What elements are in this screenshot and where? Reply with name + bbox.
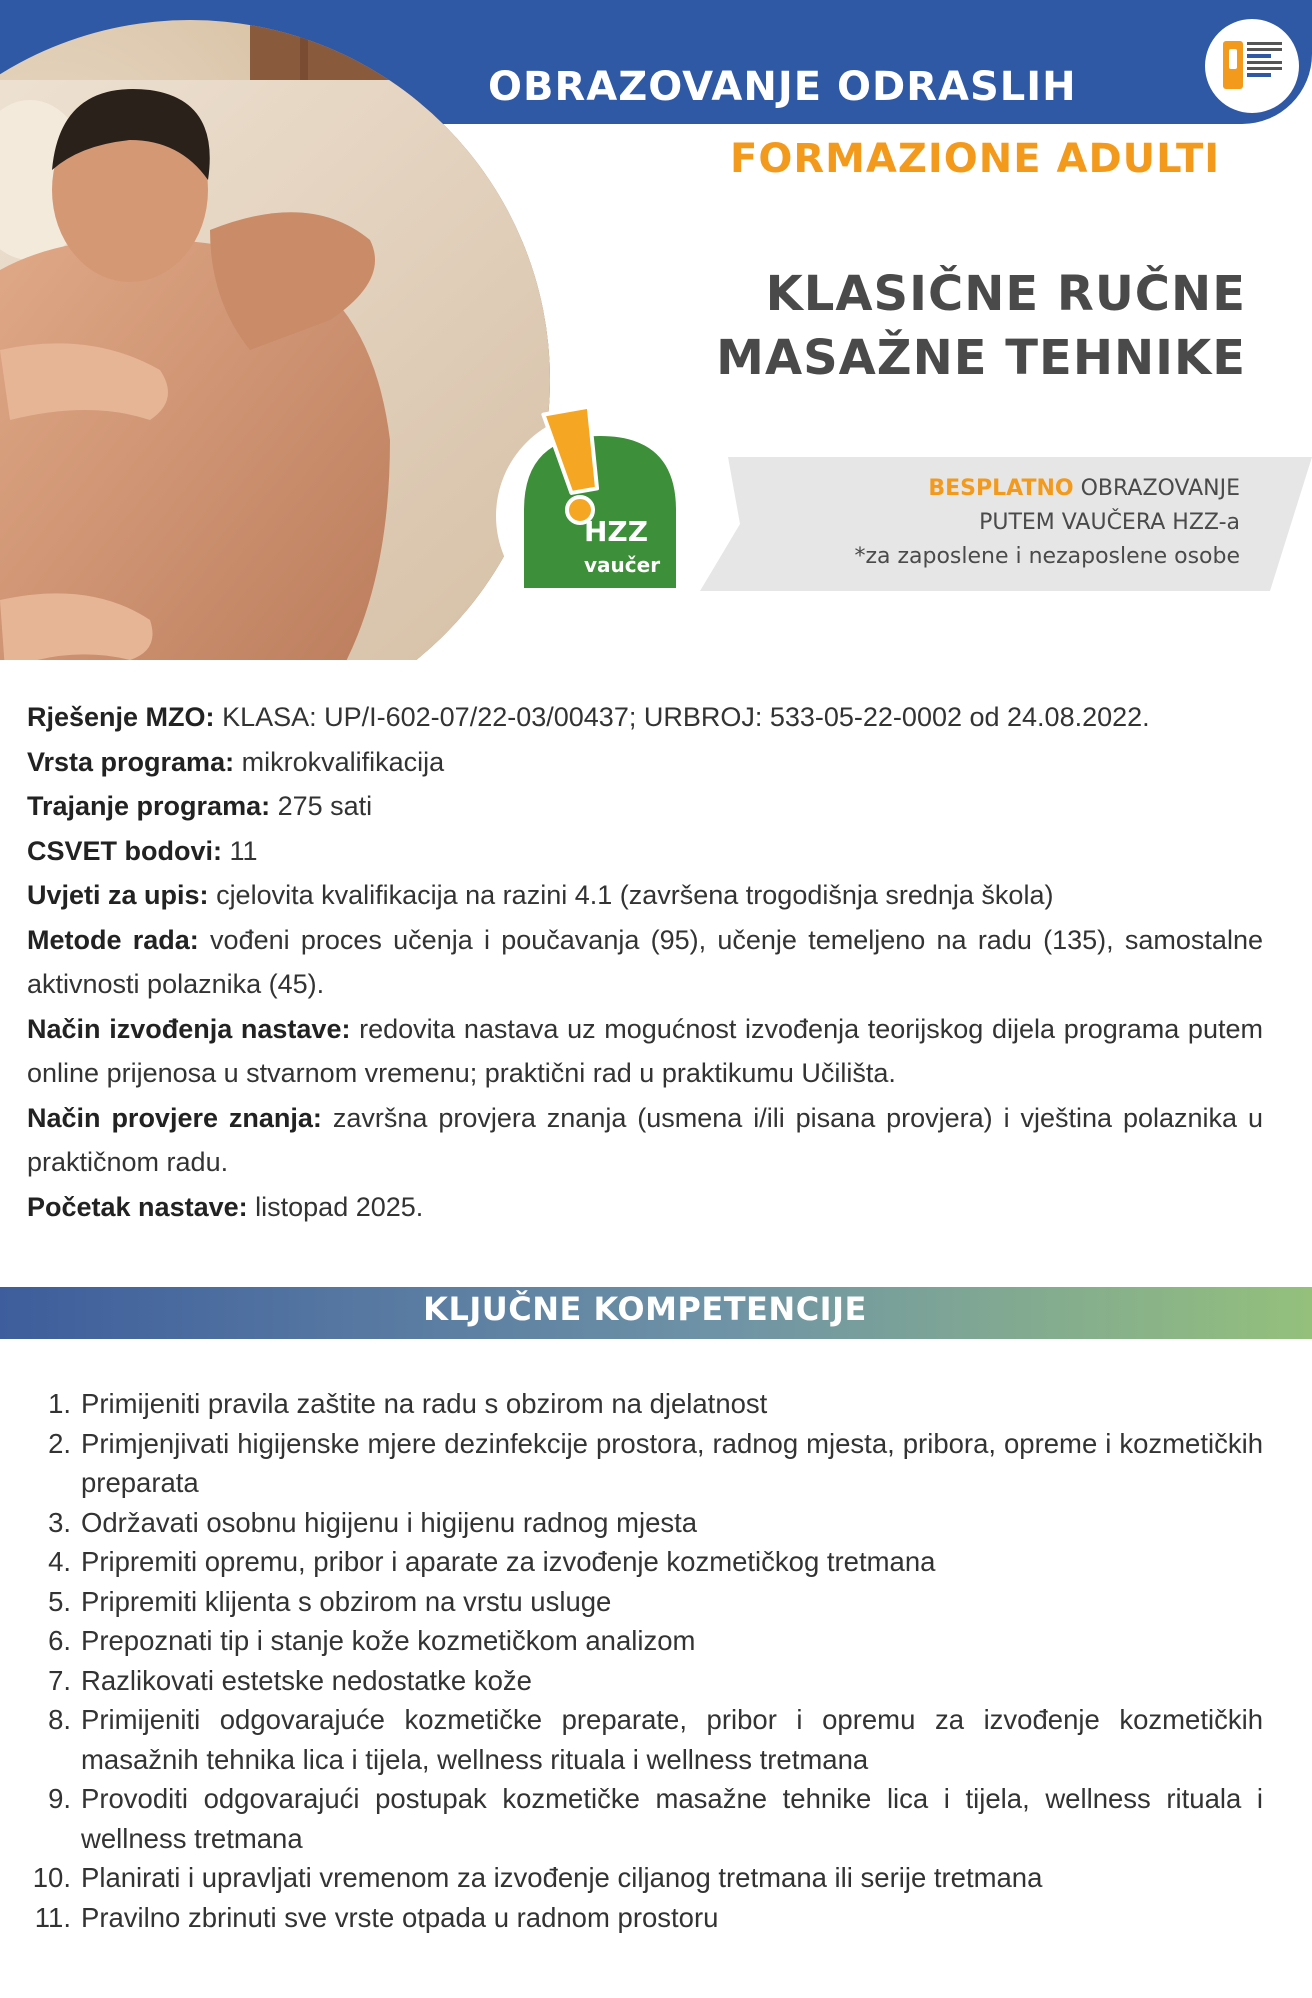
- competency-number: 7.: [48, 1664, 71, 1696]
- competency-item: [27, 1661, 1263, 1701]
- voucher-line2: PUTEM VAUČERA HZZ-a: [979, 510, 1240, 535]
- competency-text: Razlikovati estetske nedostatke kože: [81, 1664, 532, 1696]
- info-label: Rješenje MZO:: [27, 702, 215, 732]
- info-row: [27, 873, 1263, 918]
- info-value: mikrokvalifikacija: [241, 746, 445, 777]
- info-row: [27, 695, 1263, 740]
- competency-item: [27, 1779, 1263, 1858]
- info-label: Početak nastave:: [27, 1191, 248, 1222]
- competency-text: Primjenjivati higijenske mjere dezinfekcije prostora, radnog mjesta, pribora, opreme i kozmetičkih preparata: [81, 1427, 1263, 1498]
- info-value: KLASA: UP/I-602-07/22-03/00437; URBROJ: 533-05-22-0002 od 24.08.2022.: [222, 702, 1150, 732]
- competency-number: 6.: [48, 1625, 71, 1656]
- hzz-voucher-badge: [480, 400, 720, 620]
- info-label: Uvjeti za upis:: [27, 880, 209, 910]
- competency-item: [27, 1898, 1263, 1938]
- massage-photo: [0, 20, 550, 660]
- competency-number: 11.: [34, 1901, 71, 1933]
- competency-item: [27, 1700, 1263, 1779]
- info-label: Vrsta programa:: [27, 746, 235, 777]
- competency-number: 9.: [48, 1783, 71, 1814]
- free-label: BESPLATNO: [928, 476, 1074, 501]
- info-value: vođeni proces učenja i poučavanja (95), učenje temeljeno na radu (135), samostalne aktivnosti polaznika (45).: [27, 924, 1263, 999]
- competency-number: 10.: [32, 1862, 71, 1893]
- competency-text: Prepoznati tip i stanje kože kozmetičkom analizom: [81, 1625, 696, 1656]
- voucher-line1: OBRAZOVANJE: [1073, 476, 1240, 501]
- badge-text-vaucer: vaučer: [584, 553, 661, 577]
- info-row: [27, 918, 1263, 1007]
- competency-text: Pripremiti opremu, pribor i aparate za izvođenje kozmetičkog tretmana: [81, 1546, 936, 1577]
- competencies-title: KLJUČNE KOMPETENCIJE: [423, 1290, 867, 1328]
- info-row: [27, 1185, 1263, 1230]
- voucher-info: [854, 472, 1240, 574]
- info-value: 275 sati: [277, 791, 373, 821]
- competency-text: Primijeniti odgovarajuće kozmetičke preparate, pribor i opremu za izvođenje kozmetičkih masažnih tehnika lica i tijela, wellness rituala i wellness tretmana: [81, 1704, 1263, 1775]
- info-label: Metode rada:: [27, 924, 199, 955]
- competency-number: 3.: [48, 1506, 71, 1538]
- info-value: cjelovita kvalifikacija na razini 4.1 (završena trogodišnja srednja škola): [216, 880, 1054, 910]
- institution-logo: [1205, 19, 1299, 113]
- info-label: Trajanje programa:: [27, 791, 271, 821]
- competencies-list: [27, 1384, 1263, 1937]
- competency-text: Primijeniti pravila zaštite na radu s obzirom na djelatnost: [81, 1388, 768, 1419]
- info-label: Način izvođenja nastave:: [27, 1013, 351, 1044]
- competency-item: [27, 1424, 1263, 1503]
- logo-mark-icon: [1223, 41, 1243, 89]
- competency-item: [27, 1503, 1263, 1543]
- badge-text-hzz: HZZ: [584, 515, 649, 548]
- info-value: 11: [229, 835, 258, 866]
- competency-item: [27, 1384, 1263, 1424]
- competency-number: 1.: [48, 1388, 71, 1419]
- competency-number: 2.: [48, 1427, 71, 1459]
- info-label: CSVET bodovi:: [27, 835, 222, 866]
- program-title-line2: MASAŽNE TEHNIKE: [716, 330, 1246, 386]
- hero-header: [0, 0, 1312, 660]
- logo-lettering: [1247, 39, 1291, 91]
- info-label: Način provjere znanja:: [27, 1102, 322, 1133]
- program-title-line1: KLASIČNE RUČNE: [765, 266, 1246, 322]
- competency-text: Provoditi odgovarajući postupak kozmetičke masažne tehnike lica i tijela, wellness rituala i wellness tretmana: [81, 1783, 1263, 1854]
- competency-item: [27, 1621, 1263, 1661]
- info-value: završna provjera znanja (usmena i/ili pisana provjera) i vještina polaznika u praktičnom radu.: [27, 1102, 1263, 1177]
- info-row: [27, 740, 1263, 785]
- info-value: listopad 2025.: [255, 1191, 424, 1222]
- competency-number: 4.: [48, 1546, 71, 1577]
- info-row: [27, 784, 1263, 829]
- massage-illustration: [0, 20, 550, 660]
- competency-item: [27, 1582, 1263, 1622]
- competency-item: [27, 1542, 1263, 1582]
- program-info: [27, 695, 1263, 1229]
- competency-text: Planirati i upravljati vremenom za izvođenje ciljanog tretmana ili serije tretmana: [81, 1862, 1043, 1893]
- title-italian: FORMAZIONE ADULTI: [730, 136, 1221, 182]
- info-row: [27, 1096, 1263, 1185]
- competency-number: 8.: [48, 1704, 71, 1735]
- competency-text: Održavati osobnu higijenu i higijenu radnog mjesta: [81, 1506, 698, 1538]
- title-croatian: OBRAZOVANJE ODRASLIH: [488, 64, 1077, 110]
- competency-text: Pripremiti klijenta s obzirom na vrstu usluge: [81, 1585, 612, 1617]
- competency-number: 5.: [48, 1585, 71, 1617]
- info-value: redovita nastava uz mogućnost izvođenja teorijskog dijela programa putem online prijenosa u stvarnom vremenu; praktični rad u praktikumu Učilišta.: [27, 1013, 1263, 1088]
- info-row: [27, 1007, 1263, 1096]
- info-row: [27, 829, 1263, 874]
- competency-text: Pravilno zbrinuti sve vrste otpada u radnom prostoru: [81, 1901, 719, 1933]
- competency-item: [27, 1858, 1263, 1898]
- voucher-line3: *za zaposlene i nezaposlene osobe: [854, 544, 1240, 569]
